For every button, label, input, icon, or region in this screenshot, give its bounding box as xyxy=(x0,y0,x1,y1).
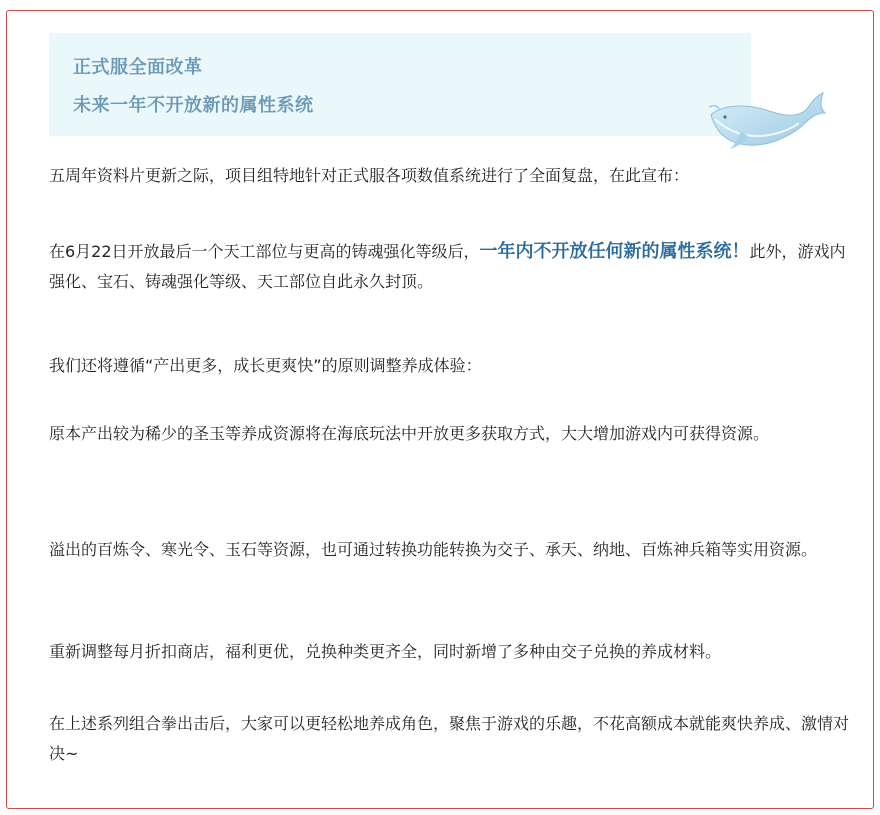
paragraph-conclusion: 在上述系列组合拳出击后，大家可以更轻松地养成角色，聚焦于游戏的乐趣，不花高额成本就能爽快养成、激情对决~ xyxy=(49,714,850,763)
paragraph-announcement xyxy=(49,237,849,297)
paragraph-announcement-tail: 此外，游戏内强化、宝石、铸魂强化等级、天工部位自此永久封顶。 xyxy=(49,242,846,291)
whale-icon xyxy=(707,91,831,153)
paragraph-announcement-lead: 在6月22日开放最后一个天工部位与更高的铸魂强化等级后， xyxy=(49,242,480,261)
banner-title-line-1: 正式服全面改革 xyxy=(73,57,203,78)
paragraph-resources: 原本产出较为稀少的圣玉等养成资源将在海底玩法中开放更多获取方式，大大增加游戏内可获得资源。 xyxy=(49,424,770,443)
header-banner xyxy=(49,33,751,136)
banner-title-line-2: 未来一年不开放新的属性系统 xyxy=(73,95,314,116)
paragraph-shop: 重新调整每月折扣商店，福利更优，兑换种类更齐全，同时新增了多种由交子兑换的养成材料。 xyxy=(49,642,722,661)
paragraph-conversion: 溢出的百炼令、寒光令、玉石等资源，也可通过转换功能转换为交子、承天、纳地、百炼神兵箱等实用资源。 xyxy=(49,540,818,559)
announcement-card xyxy=(6,10,874,809)
paragraph-principle: 我们还将遵循“产出更多，成长更爽快”的原则调整养成体验： xyxy=(49,356,482,375)
highlight-no-new-systems: 一年内不开放任何新的属性系统！ xyxy=(479,241,750,262)
paragraph-intro: 五周年资料片更新之际，项目组特地针对正式服各项数值系统进行了全面复盘，在此宣布： xyxy=(49,166,690,185)
